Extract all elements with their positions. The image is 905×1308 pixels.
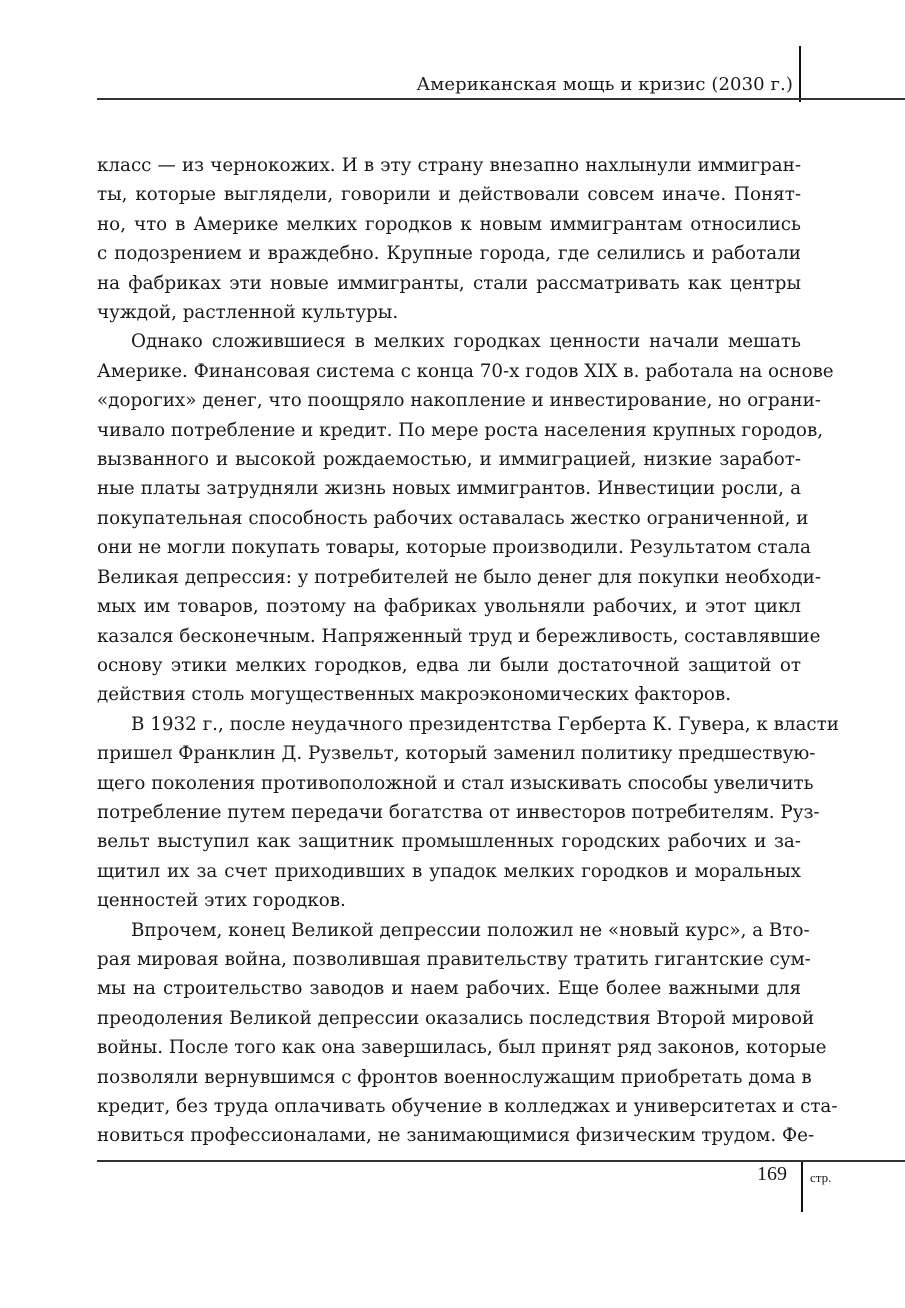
paragraph xyxy=(97,327,834,709)
text-line: В 1932 г., после неудачного президентства Герберта К. Гувера, к власти xyxy=(131,713,839,735)
text-line: с подозрением и враждебно. Крупные города, где селились и работали xyxy=(97,243,801,265)
text-line: класс — из чернокожих. И в эту страну внезапно нахлынули иммигран- xyxy=(97,155,801,176)
text-line: войны. После того как она завершилась, был принят ряд законов, которые xyxy=(97,1037,827,1059)
paragraph xyxy=(97,710,839,916)
text-line: чуждой, растленной культуры. xyxy=(97,302,399,324)
text-line: ценностей этих городков. xyxy=(97,890,346,912)
text-line: кредит, без труда оплачивать обучение в колледжах и университетах и ста- xyxy=(97,1096,838,1117)
text-line: позволяли вернувшимся с фронтов военнослужащим приобретать дома в xyxy=(97,1066,812,1088)
text-line: Америке. Финансовая система с конца 70-х годов XIX в. работала на основе xyxy=(97,360,834,382)
text-line: покупательная способность рабочих оставалась жестко ограниченной, и xyxy=(97,507,809,529)
text-line: вызванного и высокой рождаемостью, и иммиграцией, низкие заработ- xyxy=(97,449,801,471)
text-line: пришел Франклин Д. Рузвельт, который заменил политику предшествую- xyxy=(97,743,816,765)
text-line: но, что в Америке мелких городков к новым иммигрантам относились xyxy=(97,213,801,235)
text-line: Великая депрессия: у потребителей не было денег для покупки необходи- xyxy=(97,566,822,588)
paragraph xyxy=(97,151,801,327)
paragraph xyxy=(97,916,838,1151)
footer-horizontal-rule xyxy=(97,1160,905,1162)
text-line: они не могли покупать товары, которые производили. Результатом стала xyxy=(97,537,811,559)
header-vertical-rule xyxy=(799,46,801,102)
header-horizontal-rule xyxy=(97,98,905,100)
text-line: «дорогих» денег, что поощряло накопление и инвестирование, но ограни- xyxy=(97,390,821,412)
text-line: действия столь могущественных макроэкономических факторов. xyxy=(97,684,732,706)
body-text xyxy=(97,151,839,1151)
text-line: чивало потребление и кредит. По мере роста населения крупных городов, xyxy=(97,419,824,441)
text-line: новиться профессионалами, не занимающимися физическим трудом. Фе- xyxy=(97,1125,815,1147)
text-line: основу этики мелких городков, едва ли были достаточной защитой от xyxy=(97,654,801,676)
text-line: щего поколения противоположной и стал изыскивать способы увеличить xyxy=(97,772,814,794)
page-number: 169 xyxy=(757,1163,787,1185)
running-header-title: Американская мощь и кризис (2030 г.) xyxy=(416,74,793,95)
text-line: Впрочем, конец Великой депрессии положил не «новый курс», а Вто- xyxy=(131,919,810,941)
text-line: Однако сложившиеся в мелких городках ценности начали мешать xyxy=(131,331,801,353)
text-line: ты, которые выглядели, говорили и действовали совсем иначе. Понят- xyxy=(97,184,801,206)
text-line: мых им товаров, поэтому на фабриках увольняли рабочих, и этот цикл xyxy=(97,596,801,618)
text-line: на фабриках эти новые иммигранты, стали рассматривать как центры xyxy=(97,272,801,294)
text-line: щитил их за счет приходивших в упадок мелких городков и моральных xyxy=(97,860,801,882)
text-line: казался бесконечным. Напряженный труд и бережливость, составлявшие xyxy=(97,625,821,647)
text-line: потребление путем передачи богатства от инвесторов потребителям. Руз- xyxy=(97,801,820,823)
text-line: вельт выступил как защитник промышленных городских рабочих и за- xyxy=(97,831,801,853)
text-line: мы на строительство заводов и наем рабочих. Еще более важными для xyxy=(97,978,801,1000)
page-label: стр. xyxy=(810,1170,832,1185)
text-line: рая мировая война, позволившая правительству тратить гигантские сум- xyxy=(97,948,811,970)
text-line: ные платы затрудняли жизнь новых иммигрантов. Инвестиции росли, а xyxy=(97,478,801,500)
text-line: преодоления Великой депрессии оказались последствия Второй мировой xyxy=(97,1007,815,1029)
footer-vertical-rule xyxy=(801,1162,803,1212)
